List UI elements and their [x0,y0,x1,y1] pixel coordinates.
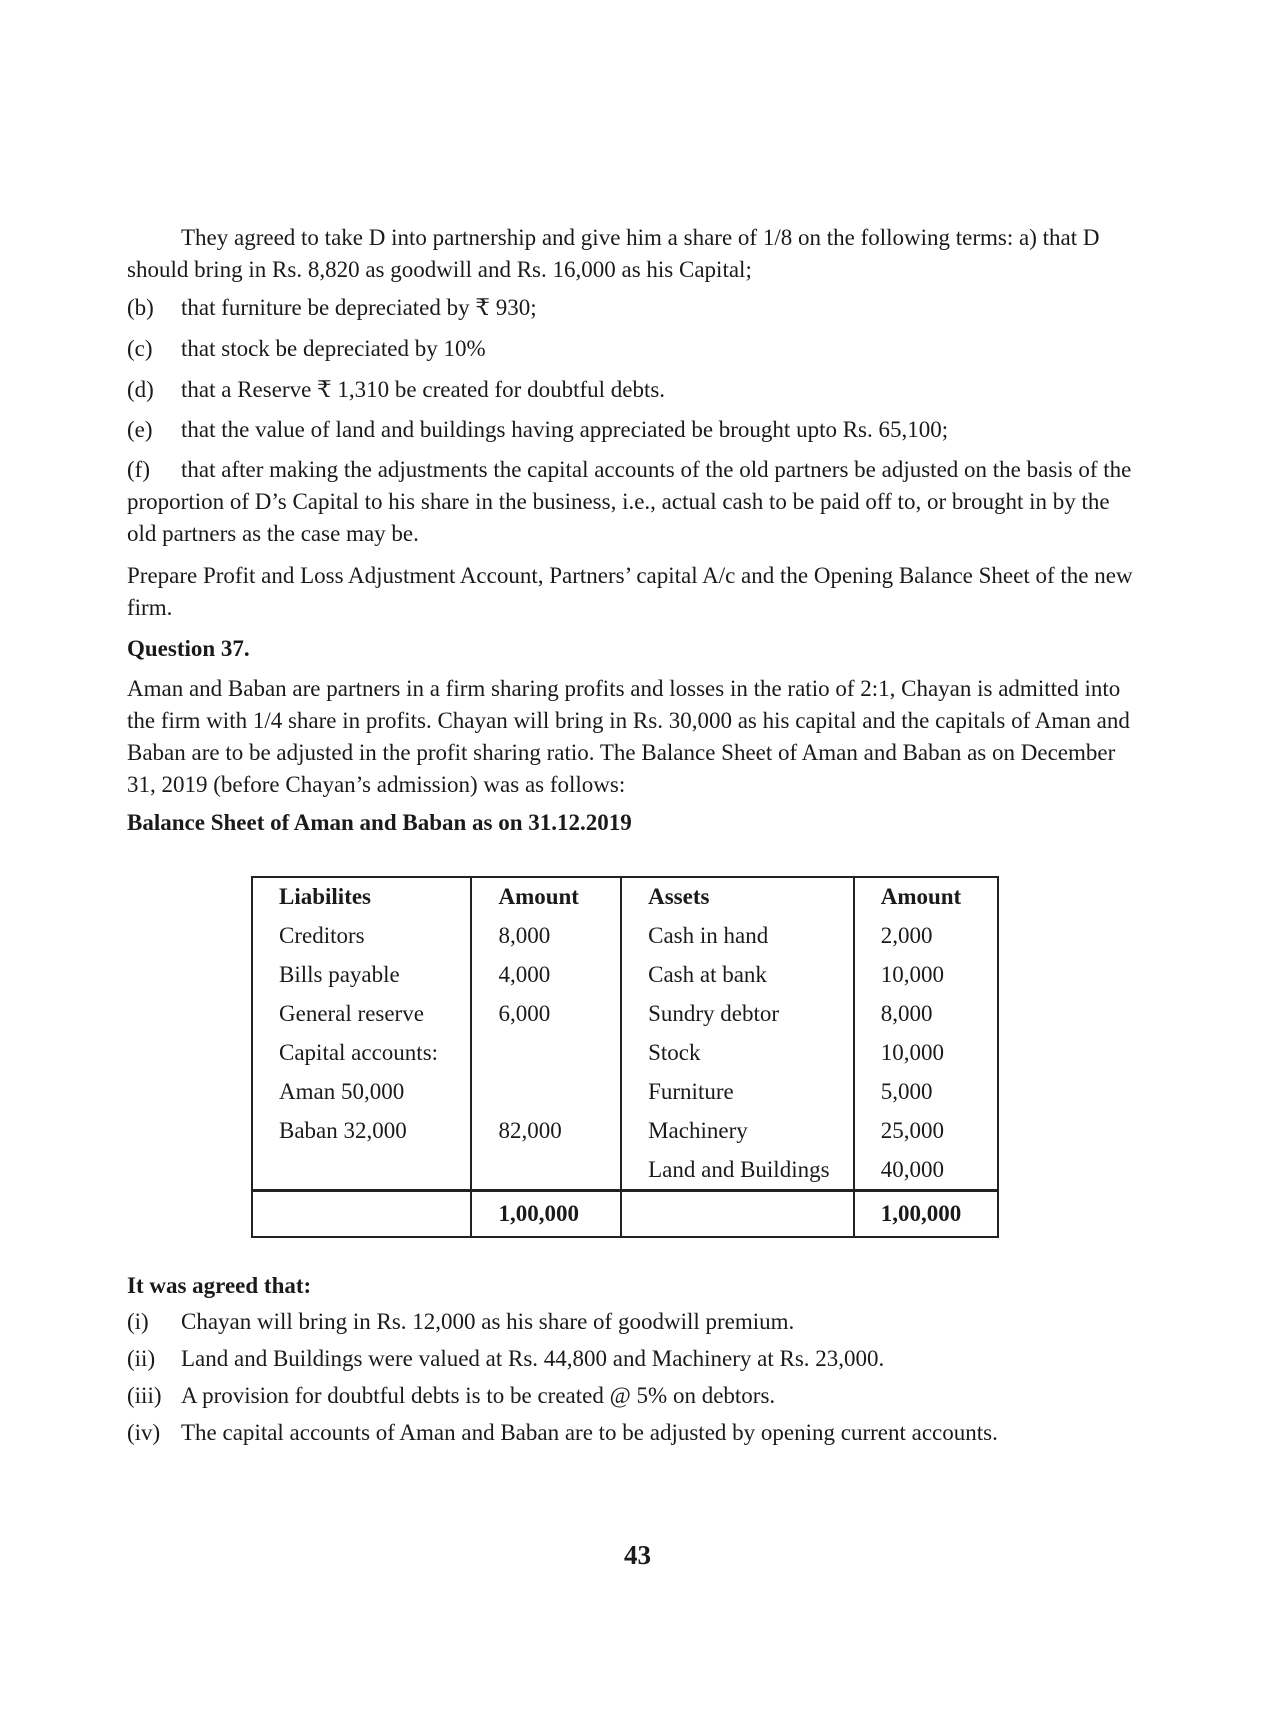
table-cell [252,1191,471,1238]
balance-sheet-table [251,876,999,1238]
table-cell: 6,000 [471,994,621,1033]
table-cell: 25,000 [854,1111,998,1150]
table-row [252,1033,998,1072]
table-cell [471,1072,621,1111]
term-c [127,333,1137,365]
term-text: that furniture be depreciated by ₹ 930; [181,295,537,320]
page-number: 43 [624,1540,651,1570]
header-liabilities: Liabilites [252,877,471,916]
table-cell: Sundry debtor [621,994,854,1033]
table-cell [471,1150,621,1191]
table-cell: Cash in hand [621,916,854,955]
table-cell: Creditors [252,916,471,955]
header-amount: Amount [854,877,998,916]
term-d [127,374,1137,406]
agreed-marker: (i) [127,1309,149,1334]
term-b [127,292,1137,324]
table-row [252,955,998,994]
table-cell: 10,000 [854,1033,998,1072]
term-e [127,414,1137,446]
table-cell: Land and Buildings [621,1150,854,1191]
prepare-instruction: Prepare Profit and Loss Adjustment Account, Partners’ capital A/c and the Opening Balance Sheet of the new firm. [127,563,1133,620]
table-cell: Furniture [621,1072,854,1111]
agreed-title: It was agreed that: [127,1273,312,1298]
table-cell [252,1150,471,1191]
table-header-row [252,877,998,916]
term-marker: (e) [127,417,153,442]
table-cell: 82,000 [471,1111,621,1150]
agreed-item [127,1417,1137,1449]
table-cell: 4,000 [471,955,621,994]
table-row [252,1111,998,1150]
table-cell: 40,000 [854,1150,998,1191]
intro-paragraph: They agreed to take D into partnership and give him a share of 1/8 on the following terms: a) that D should bring in Rs. 8,820 as goodwill and Rs. 16,000 as his Capital; [127,225,1100,282]
agreed-marker: (iii) [127,1383,162,1408]
table-cell: Cash at bank [621,955,854,994]
total-liabilities: 1,00,000 [471,1191,621,1238]
agreed-text: A provision for doubtful debts is to be created @ 5% on debtors. [181,1383,776,1408]
total-assets: 1,00,000 [854,1191,998,1238]
table-cell: 2,000 [854,916,998,955]
term-marker: (f) [127,457,150,482]
agreed-text: The capital accounts of Aman and Baban are to be adjusted by opening current accounts. [181,1420,998,1445]
table-cell: 8,000 [471,916,621,955]
question-body: Aman and Baban are partners in a firm sharing profits and losses in the ratio of 2:1, Chayan is admitted into the firm with 1/4 share in profits. Chayan will bring in Rs. 30,000 as his capital and the capitals of Aman and Baban are to be adjusted in the profit sharing ratio. The Balance Sheet of Aman and Baban as on December 31, 2019 (before Chayan’s admission) was as follows: [127,676,1130,797]
term-text: that stock be depreciated by 10% [181,336,486,361]
term-text: that the value of land and buildings having appreciated be brought upto Rs. 65,100; [181,417,949,442]
table-cell: Machinery [621,1111,854,1150]
table-row [252,916,998,955]
agreed-marker: (ii) [127,1346,156,1371]
agreed-item [127,1380,1137,1412]
table-total-row [252,1191,998,1238]
table-cell [621,1191,854,1238]
balance-sheet-title: Balance Sheet of Aman and Baban as on 31.12.2019 [127,810,632,835]
agreed-text: Chayan will bring in Rs. 12,000 as his share of goodwill premium. [181,1309,795,1334]
term-marker: (d) [127,377,154,402]
term-marker: (c) [127,336,153,361]
table-cell [471,1033,621,1072]
table-cell: Baban 32,000 [252,1111,471,1150]
table-cell: Bills payable [252,955,471,994]
table-cell: 10,000 [854,955,998,994]
table-cell: 5,000 [854,1072,998,1111]
agreed-marker: (iv) [127,1420,161,1445]
table-cell: 8,000 [854,994,998,1033]
table-cell: Capital accounts: [252,1033,471,1072]
agreed-item [127,1343,1137,1375]
table-row [252,1150,998,1191]
table-row [252,994,998,1033]
table-cell: Stock [621,1033,854,1072]
table-row [252,1072,998,1111]
agreed-item [127,1306,1137,1338]
header-assets: Assets [621,877,854,916]
table-cell: Aman 50,000 [252,1072,471,1111]
term-text: that a Reserve ₹ 1,310 be created for doubtful debts. [181,377,666,402]
term-f [127,454,1137,550]
question-title: Question 37. [127,636,250,661]
term-text: that after making the adjustments the capital accounts of the old partners be adjusted on the basis of the proportion of D’s Capital to his share in the business, i.e., actual cash to be paid off to, or brought in by the old partners as the case may be. [127,457,1132,546]
header-amount: Amount [471,877,621,916]
agreed-text: Land and Buildings were valued at Rs. 44,800 and Machinery at Rs. 23,000. [181,1346,885,1371]
term-marker: (b) [127,295,154,320]
table-cell: General reserve [252,994,471,1033]
